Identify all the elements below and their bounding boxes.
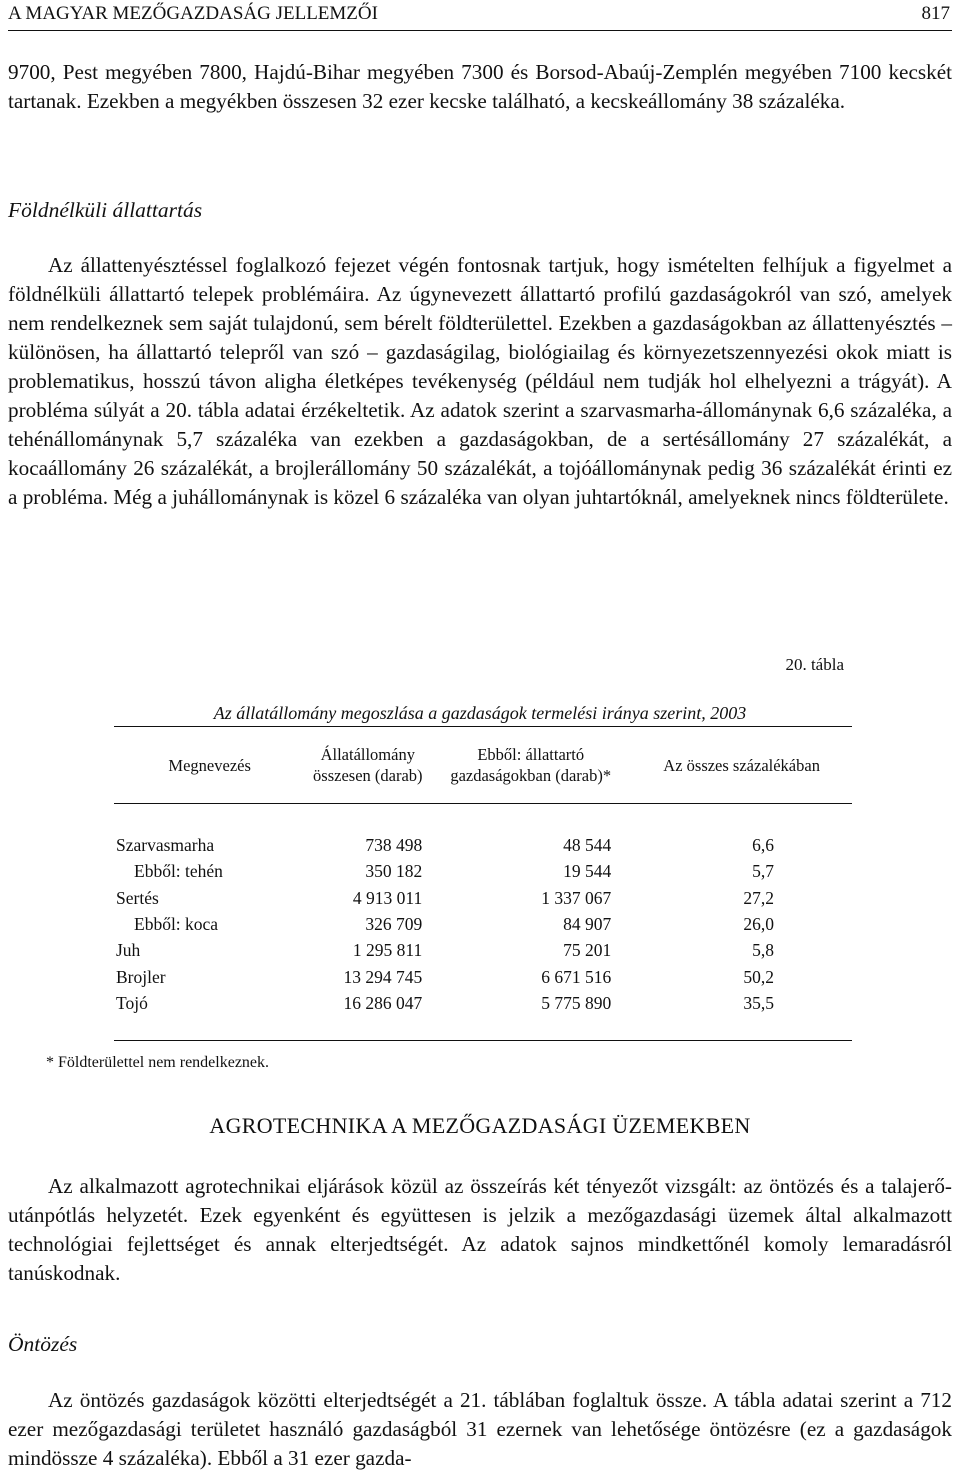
subheading-landless-livestock: Földnélküli állattartás <box>8 198 203 222</box>
row-farms: 48 544 <box>563 835 612 856</box>
livestock-table <box>114 726 852 1041</box>
row-farms: 75 201 <box>563 940 612 961</box>
page-number: 817 <box>921 3 950 24</box>
row-farms: 84 907 <box>563 914 612 935</box>
paragraph-agrotechnics: Az alkalmazott agrotechnikai eljárások közül az összeírás két tényezőt vizsgált: az öntözés és a talajerő-utánpótlás helyzetét. Ezek egyenként és együttesen is jelzik a mezőgazdasági üzemek által alkalmazott technológiai fejlettséget és annak elterjedtségét. Az adatok sajnos mindkettőnél komoly lemaradásról tanúskodnak. <box>8 1174 952 1285</box>
row-percent: 5,7 <box>752 861 774 882</box>
row-farms: 1 337 067 <box>541 887 612 908</box>
row-total: 1 295 811 <box>352 940 423 961</box>
row-name: Szarvasmarha <box>116 835 215 856</box>
table-row <box>114 990 852 1041</box>
row-percent: 5,8 <box>752 940 774 961</box>
column-header-farms: Ebből: állattartó gazdaságokban (darab)* <box>430 727 631 804</box>
paragraph-landless-livestock: Az állattenyésztéssel foglalkozó fejezet végén fontosnak tartjuk, hogy ismételten felhíjuk a figyelmet a földnélküli állattartó telepek problémáira. Az úgynevezett állattartó profilú gazdaságokról van szó, amelyek nem rendelkeznek sem saját tulajdonú, sem bérelt földterülettel. Ezekben a gazdaságokban az állattenyésztés – különösen, ha állattartó telepről van szó – gazdaságilag, biológiailag és környezetszennyezési okok miatt is problematikus, hosszú távon aligha életképes tevékenység (például nem tudják hol elhelyezni a trágyát). A probléma súlyát a 20. tábla adatai érzékeltetik. Az adatok szerint a szarvasmarha-állománynak 6,6 százaléka, a tehénállománynak 5,7 százaléka van ezekben a gazdaságokban, de a sertésállomány 27 százalékát, a kocaállomány 26 százalékát, a brojlerállomány 50 százalékát, a tojóállománynak pedig 36 százalékát érinti ez a probléma. Még a juhállománynak is közel 6 százaléka van olyan juhtartóknál, amelyeknek nincs földterülete. <box>8 253 952 509</box>
column-header-name: Megnevezés <box>114 727 305 804</box>
table-footnote: * Földterülettel nem rendelkeznek. <box>46 1054 270 1071</box>
row-farms: 19 544 <box>563 861 612 882</box>
row-percent: 6,6 <box>752 835 774 856</box>
table-row <box>114 885 852 911</box>
subheading-irrigation: Öntözés <box>8 1332 78 1356</box>
row-name: Sertés <box>116 887 159 908</box>
table-caption: Az állatállomány megoszlása a gazdaságok termelési iránya szerint, 2003 <box>213 703 747 723</box>
table-row <box>114 963 852 989</box>
row-percent: 27,2 <box>743 887 774 908</box>
row-farms: 5 775 890 <box>430 990 631 1041</box>
row-total: 13 294 745 <box>343 966 423 987</box>
row-total: 4 913 011 <box>352 887 423 908</box>
row-total: 738 498 <box>365 835 423 856</box>
row-total: 350 182 <box>365 861 423 882</box>
row-percent: 50,2 <box>743 966 774 987</box>
row-name: Brojler <box>116 966 166 987</box>
running-header-title: A MAGYAR MEZŐGAZDASÁG JELLEMZŐI <box>8 3 378 24</box>
paragraph-goats: 9700, Pest megyében 7800, Hajdú-Bihar megyében 7300 és Borsod-Abaúj-Zemplén megyében 7100 kecskét tartanak. Ezekben a megyékben összesen 32 ezer kecske található, a kecskeállomány 38 százaléka. <box>8 60 952 113</box>
column-header-total: Állatállomány összesen (darab) <box>305 727 430 804</box>
section-title: AGROTECHNIKA A MEZŐGAZDASÁGI ÜZEMEKBEN <box>209 1113 751 1138</box>
table-header-row <box>114 727 852 804</box>
row-name: Juh <box>116 940 141 961</box>
running-header <box>8 0 952 31</box>
paragraph-irrigation: Az öntözés gazdaságok közötti elterjedtségét a 21. táblában foglaltuk össze. A tábla adatai szerint a 712 ezer mezőgazdasági területet használó gazdaságból 31 ezernek van lehetősége öntözésre (ez a gazdaságok mindössze 4 százaléka). Ebből a 31 ezer gazda- <box>8 1388 952 1470</box>
row-total: 326 709 <box>365 914 423 935</box>
table-row <box>114 911 852 937</box>
column-header-percent: Az összes százalékában <box>631 727 852 804</box>
row-name: Tojó <box>114 990 305 1041</box>
table-row <box>114 858 852 884</box>
row-name: Ebből: tehén <box>134 861 223 882</box>
row-total: 16 286 047 <box>305 990 430 1041</box>
table-number: 20. tábla <box>785 655 844 674</box>
table-row <box>114 937 852 963</box>
row-farms: 6 671 516 <box>541 966 612 987</box>
row-name: Ebből: koca <box>134 914 219 935</box>
row-percent: 35,5 <box>631 990 852 1041</box>
row-percent: 26,0 <box>743 914 774 935</box>
table-row <box>114 804 852 859</box>
